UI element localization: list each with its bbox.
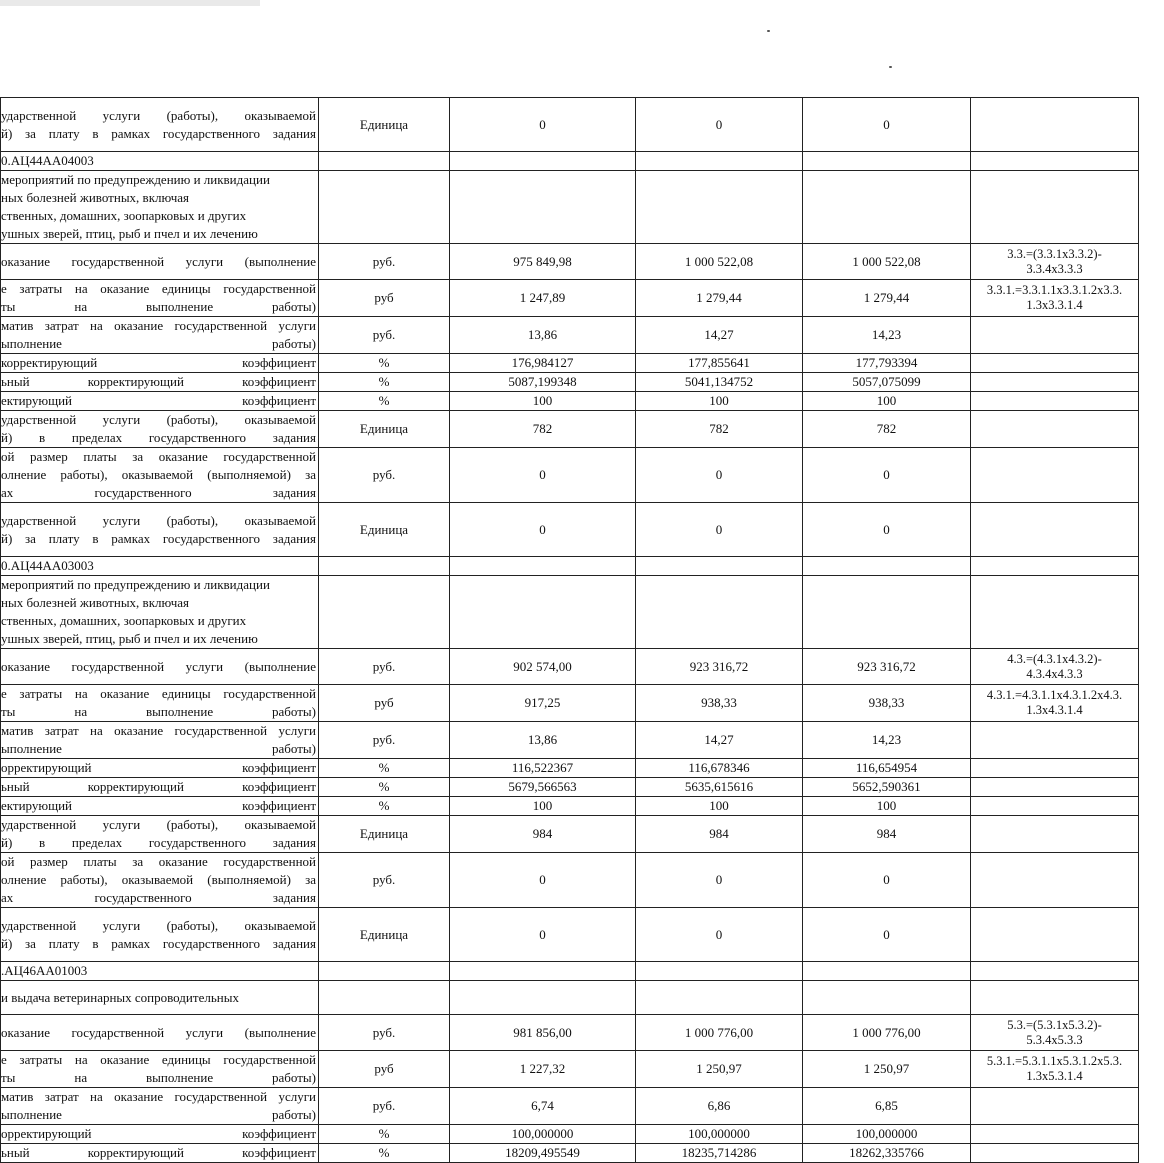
- unit-cell: руб.: [319, 1088, 450, 1125]
- table-row: [1, 557, 1139, 576]
- description-cell: [1, 392, 319, 411]
- scan-edge-mark: [0, 0, 260, 6]
- value-year3-cell: 0: [803, 908, 971, 962]
- table-row: [1, 152, 1139, 171]
- description-line: ах государственного задания: [1, 890, 316, 905]
- value-year3-cell: 0: [803, 503, 971, 557]
- description-cell: [1, 1144, 319, 1163]
- unit-cell: руб.: [319, 1015, 450, 1051]
- value-year1-cell: [450, 962, 636, 981]
- description-line: ьный корректирующий коэффициент: [1, 1145, 316, 1160]
- description-cell: [1, 373, 319, 392]
- value-year3-cell: 100: [803, 797, 971, 816]
- formula-cell: [971, 797, 1139, 816]
- formula-line: 4.3.4x4.3.3: [1026, 666, 1083, 681]
- description-line: и выдача ветеринарных сопроводительных: [1, 989, 239, 1005]
- value-year3-cell: 782: [803, 411, 971, 448]
- value-year2-cell: 18235,714286: [636, 1144, 803, 1163]
- description-line: е затраты на оказание единицы государственной: [1, 281, 316, 296]
- unit-cell: [319, 557, 450, 576]
- description-line: оказание государственной услуги (выполнение: [1, 658, 316, 674]
- description-line: ой размер платы за оказание государственной: [1, 854, 316, 869]
- formula-line: 1.3x4.3.1.4: [1026, 703, 1083, 717]
- description-line: матив затрат на оказание государственной услуги: [1, 1089, 316, 1104]
- value-year3-cell: 984: [803, 816, 971, 853]
- description-line: ой размер платы за оказание государственной: [1, 449, 316, 464]
- unit-cell: %: [319, 778, 450, 797]
- scan-speck: [889, 66, 892, 68]
- unit-cell: руб: [319, 280, 450, 317]
- service-code-cell: [1, 152, 319, 171]
- description-cell: [1, 1088, 319, 1125]
- table-row: [1, 373, 1139, 392]
- value-year2-cell: [636, 557, 803, 576]
- table-row: [1, 280, 1139, 317]
- value-year2-cell: 0: [636, 448, 803, 503]
- value-year3-cell: 5057,075099: [803, 373, 971, 392]
- unit-cell: руб.: [319, 649, 450, 685]
- description-cell: [1, 649, 319, 685]
- description-line: ыполнение работы): [1, 1107, 316, 1122]
- table-row: [1, 317, 1139, 354]
- unit-cell: Единица: [319, 411, 450, 448]
- description-line: ных болезней животных, включая: [1, 595, 190, 610]
- unit-cell: [319, 171, 450, 244]
- description-line: ектирующий коэффициент: [1, 798, 316, 813]
- formula-cell: [971, 1088, 1139, 1125]
- description-line: ударственной услуги (работы), оказываемой: [1, 817, 316, 832]
- value-year3-cell: 100,000000: [803, 1125, 971, 1144]
- unit-cell: %: [319, 392, 450, 411]
- description-line: ьный корректирующий коэффициент: [1, 779, 316, 794]
- value-year1-cell: 0: [450, 908, 636, 962]
- formula-cell: [971, 557, 1139, 576]
- description-cell: [1, 354, 319, 373]
- value-year1-cell: 13,86: [450, 317, 636, 354]
- unit-cell: %: [319, 1125, 450, 1144]
- formula-line: 1.3x3.3.1.4: [1026, 298, 1083, 312]
- value-year1-cell: 5679,566563: [450, 778, 636, 797]
- value-year1-cell: 100: [450, 797, 636, 816]
- formula-cell: [971, 853, 1139, 908]
- value-year3-cell: 0: [803, 853, 971, 908]
- description-line: ектирующий коэффициент: [1, 393, 316, 408]
- value-year2-cell: 116,678346: [636, 759, 803, 778]
- service-code-cell: [1, 962, 319, 981]
- value-year1-cell: 5087,199348: [450, 373, 636, 392]
- value-year2-cell: 0: [636, 503, 803, 557]
- value-year1-cell: [450, 152, 636, 171]
- description-line: олнение работы), оказываемой (выполняемой) за: [1, 872, 316, 887]
- unit-cell: Единица: [319, 503, 450, 557]
- formula-cell: [971, 1051, 1139, 1088]
- unit-cell: Единица: [319, 98, 450, 152]
- value-year1-cell: [450, 171, 636, 244]
- value-year1-cell: 981 856,00: [450, 1015, 636, 1051]
- value-year1-cell: 975 849,98: [450, 244, 636, 280]
- formula-cell: [971, 981, 1139, 1015]
- value-year2-cell: 1 250,97: [636, 1051, 803, 1088]
- description-line: ушных зверей, птиц, рыб и пчел и их лечению: [1, 226, 258, 241]
- formula-cell: [971, 280, 1139, 317]
- description-cell: [1, 98, 319, 152]
- value-year2-cell: 1 279,44: [636, 280, 803, 317]
- description-line: ты на выполнение работы): [1, 704, 316, 719]
- formula-cell: [971, 1015, 1139, 1051]
- value-year2-cell: 1 000 522,08: [636, 244, 803, 280]
- scan-speck: [767, 30, 770, 32]
- unit-cell: [319, 576, 450, 649]
- table-body: [1, 98, 1139, 1163]
- formula-cell: [971, 576, 1139, 649]
- description-line: матив затрат на оказание государственной услуги: [1, 318, 316, 333]
- value-year2-cell: [636, 981, 803, 1015]
- value-year2-cell: [636, 171, 803, 244]
- description-line: мероприятий по предупреждению и ликвидации: [1, 577, 270, 592]
- value-year3-cell: [803, 576, 971, 649]
- value-year3-cell: 923 316,72: [803, 649, 971, 685]
- formula-cell: [971, 685, 1139, 722]
- value-year1-cell: 6,74: [450, 1088, 636, 1125]
- table-row: [1, 797, 1139, 816]
- formula-cell: [971, 448, 1139, 503]
- description-line: й) в пределах государственного задания: [1, 430, 316, 445]
- unit-cell: %: [319, 1144, 450, 1163]
- formula-line: 3.3.4x3.3.3: [1026, 261, 1083, 276]
- value-year3-cell: 6,85: [803, 1088, 971, 1125]
- value-year2-cell: 5041,134752: [636, 373, 803, 392]
- value-year2-cell: 6,86: [636, 1088, 803, 1125]
- unit-cell: %: [319, 373, 450, 392]
- table-row: [1, 1051, 1139, 1088]
- value-year2-cell: 177,855641: [636, 354, 803, 373]
- formula-cell: [971, 244, 1139, 280]
- description-line: оказание государственной услуги (выполнение: [1, 253, 316, 269]
- table-row: [1, 171, 1139, 244]
- description-line: корректирующий коэффициент: [1, 355, 316, 370]
- unit-cell: %: [319, 354, 450, 373]
- unit-cell: [319, 962, 450, 981]
- value-year1-cell: 1 227,32: [450, 1051, 636, 1088]
- table-row: [1, 649, 1139, 685]
- value-year1-cell: 902 574,00: [450, 649, 636, 685]
- value-year1-cell: 1 247,89: [450, 280, 636, 317]
- value-year1-cell: 782: [450, 411, 636, 448]
- unit-cell: Единица: [319, 816, 450, 853]
- value-year3-cell: 18262,335766: [803, 1144, 971, 1163]
- value-year3-cell: 100: [803, 392, 971, 411]
- table-row: [1, 1088, 1139, 1125]
- formula-cell: [971, 354, 1139, 373]
- value-year1-cell: 13,86: [450, 722, 636, 759]
- value-year1-cell: [450, 576, 636, 649]
- unit-cell: [319, 981, 450, 1015]
- formula-cell: [971, 392, 1139, 411]
- formula-cell: [971, 649, 1139, 685]
- description-line: ыполнение работы): [1, 741, 316, 756]
- unit-cell: руб.: [319, 853, 450, 908]
- table-row: [1, 1125, 1139, 1144]
- service-code-cell: [1, 557, 319, 576]
- table-row: [1, 685, 1139, 722]
- value-year3-cell: 1 279,44: [803, 280, 971, 317]
- formula-cell: [971, 1125, 1139, 1144]
- value-year1-cell: 176,984127: [450, 354, 636, 373]
- value-year2-cell: [636, 152, 803, 171]
- table-row: [1, 448, 1139, 503]
- unit-cell: руб: [319, 1051, 450, 1088]
- value-year1-cell: 0: [450, 98, 636, 152]
- description-line: мероприятий по предупреждению и ликвидации: [1, 172, 270, 187]
- description-cell: [1, 722, 319, 759]
- formula-cell: [971, 317, 1139, 354]
- description-line: ударственной услуги (работы), оказываемой: [1, 412, 316, 427]
- value-year3-cell: [803, 171, 971, 244]
- table-row: [1, 722, 1139, 759]
- value-year1-cell: [450, 981, 636, 1015]
- value-year1-cell: 0: [450, 503, 636, 557]
- table-row: [1, 853, 1139, 908]
- value-year2-cell: 923 316,72: [636, 649, 803, 685]
- table-row: [1, 503, 1139, 557]
- unit-cell: %: [319, 797, 450, 816]
- value-year1-cell: [450, 557, 636, 576]
- description-line: .АЦ46АА01003: [1, 963, 88, 978]
- description-cell: [1, 503, 319, 557]
- formula-line: 4.3.1.=4.3.1.1x4.3.1.2x4.3.: [986, 688, 1123, 702]
- value-year2-cell: 14,27: [636, 722, 803, 759]
- description-line: ах государственного задания: [1, 485, 316, 500]
- description-line: ственных, домашних, зоопарковых и других: [1, 613, 247, 628]
- description-line: ственных, домашних, зоопарковых и других: [1, 208, 247, 223]
- value-year2-cell: 100: [636, 392, 803, 411]
- formula-cell: [971, 816, 1139, 853]
- unit-cell: руб: [319, 685, 450, 722]
- description-line: оказание государственной услуги (выполнение: [1, 1024, 316, 1040]
- table-row: [1, 354, 1139, 373]
- value-year3-cell: 938,33: [803, 685, 971, 722]
- table-row: [1, 759, 1139, 778]
- formula-cell: [971, 98, 1139, 152]
- description-cell: [1, 685, 319, 722]
- formula-cell: [971, 722, 1139, 759]
- value-year3-cell: 1 000 522,08: [803, 244, 971, 280]
- description-line: й) за плату в рамках государственного задания: [1, 125, 316, 141]
- value-year3-cell: 0: [803, 98, 971, 152]
- description-cell: [1, 1125, 319, 1144]
- value-year2-cell: 0: [636, 853, 803, 908]
- value-year2-cell: 984: [636, 816, 803, 853]
- table-row: [1, 962, 1139, 981]
- value-year2-cell: 5635,615616: [636, 778, 803, 797]
- value-year3-cell: 116,654954: [803, 759, 971, 778]
- description-cell: [1, 778, 319, 797]
- description-line: ты на выполнение работы): [1, 1070, 316, 1085]
- value-year3-cell: 1 250,97: [803, 1051, 971, 1088]
- value-year1-cell: 100,000000: [450, 1125, 636, 1144]
- formula-line: 5.3.1.=5.3.1.1x5.3.1.2x5.3.: [986, 1054, 1123, 1068]
- unit-cell: %: [319, 759, 450, 778]
- description-line: олнение работы), оказываемой (выполняемой) за: [1, 467, 316, 482]
- description-cell: [1, 759, 319, 778]
- value-year1-cell: 917,25: [450, 685, 636, 722]
- formula-cell: [971, 1144, 1139, 1163]
- description-cell: [1, 244, 319, 280]
- cost-calculation-table: [0, 97, 1139, 1163]
- unit-cell: [319, 152, 450, 171]
- value-year3-cell: [803, 981, 971, 1015]
- value-year3-cell: 0: [803, 448, 971, 503]
- value-year1-cell: 0: [450, 448, 636, 503]
- table-row: [1, 816, 1139, 853]
- description-cell: [1, 576, 319, 649]
- formula-line: 3.3.=(3.3.1x3.3.2)-: [1007, 246, 1102, 261]
- table-row: [1, 244, 1139, 280]
- formula-line: 5.3.=(5.3.1x5.3.2)-: [1007, 1017, 1102, 1032]
- description-cell: [1, 280, 319, 317]
- table-row: [1, 1015, 1139, 1051]
- description-cell: [1, 1015, 319, 1051]
- description-line: 0.АЦ44АА04003: [1, 153, 94, 168]
- description-line: ты на выполнение работы): [1, 299, 316, 314]
- unit-cell: руб.: [319, 317, 450, 354]
- formula-line: 1.3x5.3.1.4: [1026, 1069, 1083, 1083]
- value-year1-cell: 18209,495549: [450, 1144, 636, 1163]
- formula-line: 5.3.4x5.3.3: [1026, 1032, 1083, 1047]
- value-year2-cell: [636, 962, 803, 981]
- value-year2-cell: [636, 576, 803, 649]
- formula-cell: [971, 152, 1139, 171]
- unit-cell: руб.: [319, 244, 450, 280]
- value-year3-cell: [803, 962, 971, 981]
- description-cell: [1, 171, 319, 244]
- description-line: й) в пределах государственного задания: [1, 835, 316, 850]
- description-line: ударственной услуги (работы), оказываемой: [1, 512, 316, 528]
- formula-cell: [971, 503, 1139, 557]
- value-year3-cell: 5652,590361: [803, 778, 971, 797]
- value-year3-cell: 1 000 776,00: [803, 1015, 971, 1051]
- description-cell: [1, 1051, 319, 1088]
- description-line: ных болезней животных, включая: [1, 190, 190, 205]
- description-line: 0.АЦ44АА03003: [1, 558, 94, 573]
- formula-cell: [971, 908, 1139, 962]
- value-year1-cell: 0: [450, 853, 636, 908]
- unit-cell: руб.: [319, 722, 450, 759]
- description-line: ыполнение работы): [1, 336, 316, 351]
- formula-cell: [971, 759, 1139, 778]
- description-line: ударственной услуги (работы), оказываемой: [1, 917, 316, 933]
- value-year3-cell: 177,793394: [803, 354, 971, 373]
- value-year1-cell: 116,522367: [450, 759, 636, 778]
- value-year1-cell: 100: [450, 392, 636, 411]
- description-line: е затраты на оказание единицы государственной: [1, 1052, 316, 1067]
- formula-cell: [971, 962, 1139, 981]
- description-line: орректирующий коэффициент: [1, 1126, 316, 1141]
- value-year2-cell: 1 000 776,00: [636, 1015, 803, 1051]
- table-row: [1, 1144, 1139, 1163]
- value-year2-cell: 938,33: [636, 685, 803, 722]
- description-cell: [1, 317, 319, 354]
- value-year3-cell: [803, 152, 971, 171]
- value-year3-cell: 14,23: [803, 722, 971, 759]
- table-row: [1, 98, 1139, 152]
- description-line: й) за плату в рамках государственного задания: [1, 935, 316, 951]
- value-year2-cell: 100,000000: [636, 1125, 803, 1144]
- value-year3-cell: [803, 557, 971, 576]
- value-year2-cell: 0: [636, 98, 803, 152]
- description-cell: [1, 797, 319, 816]
- value-year2-cell: 14,27: [636, 317, 803, 354]
- description-cell: [1, 853, 319, 908]
- formula-cell: [971, 373, 1139, 392]
- description-line: матив затрат на оказание государственной услуги: [1, 723, 316, 738]
- description-line: ударственной услуги (работы), оказываемой: [1, 107, 316, 123]
- value-year3-cell: 14,23: [803, 317, 971, 354]
- table-row: [1, 392, 1139, 411]
- table-row: [1, 778, 1139, 797]
- formula-line: 3.3.1.=3.3.1.1x3.3.1.2x3.3.: [986, 283, 1123, 297]
- value-year2-cell: 0: [636, 908, 803, 962]
- table-row: [1, 981, 1139, 1015]
- description-line: е затраты на оказание единицы государственной: [1, 686, 316, 701]
- value-year1-cell: 984: [450, 816, 636, 853]
- unit-cell: руб.: [319, 448, 450, 503]
- description-cell: [1, 981, 319, 1015]
- description-cell: [1, 816, 319, 853]
- description-line: ушных зверей, птиц, рыб и пчел и их лечению: [1, 631, 258, 646]
- formula-cell: [971, 411, 1139, 448]
- description-cell: [1, 411, 319, 448]
- description-cell: [1, 448, 319, 503]
- table-row: [1, 576, 1139, 649]
- value-year2-cell: 782: [636, 411, 803, 448]
- formula-cell: [971, 778, 1139, 797]
- description-line: ьный корректирующий коэффициент: [1, 374, 316, 389]
- description-line: орректирующий коэффициент: [1, 760, 316, 775]
- table-row: [1, 411, 1139, 448]
- formula-line: 4.3.=(4.3.1x4.3.2)-: [1007, 651, 1102, 666]
- value-year2-cell: 100: [636, 797, 803, 816]
- description-cell: [1, 908, 319, 962]
- description-line: й) за плату в рамках государственного задания: [1, 530, 316, 546]
- unit-cell: Единица: [319, 908, 450, 962]
- table-row: [1, 908, 1139, 962]
- formula-cell: [971, 171, 1139, 244]
